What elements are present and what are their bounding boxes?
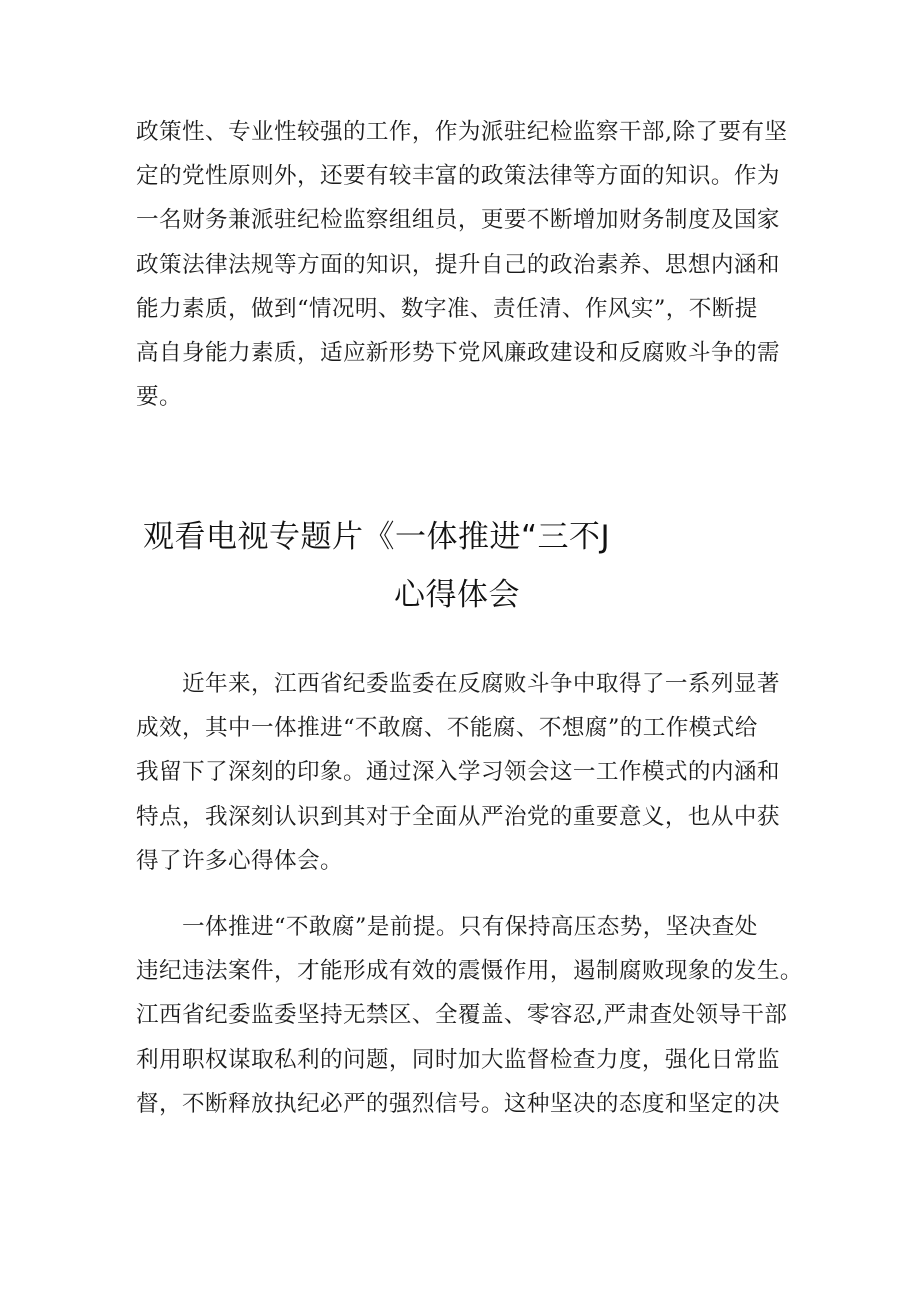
- text-line: 一名财务兼派驻纪检监察组组员，更要不断增加财务制度及国家: [136, 207, 780, 234]
- text-line: 得了许多心得体会。: [136, 847, 343, 874]
- text-line: 政策法律法规等方面的知识，提升自己的政治素养、思想内涵和: [136, 251, 780, 278]
- text-line: 成效，其中一体推进“不敢腐、不能腐、不想腐”的工作模式给: [136, 715, 758, 742]
- text-line: 高自身能力素质，适应新形势下党风廉政建设和反腐败斗争的需: [136, 339, 780, 366]
- text-line: 特点，我深刻认识到其对于全面从严治党的重要意义，也从中获: [136, 803, 780, 830]
- text-line: 一体推进“不敢腐”是前提。只有保持高压态势，坚决查处: [182, 914, 758, 940]
- title-line-2: 心得体会: [394, 577, 520, 613]
- title-line-1: 观看电视专题片《一体推进“三不J: [143, 519, 611, 555]
- text-line: 要。: [136, 384, 182, 411]
- text-line: 江西省纪委监委坚持无禁区、全覆盖、零容忍,严肃查处领导干部: [136, 1002, 788, 1029]
- paragraph-1: [136, 662, 792, 883]
- previous-paragraph: [136, 110, 792, 419]
- text-line: 能力素质，做到“情况明、数字准、责任清、作风实”，不断提: [136, 295, 758, 322]
- text-line: 督，不断释放执纪必严的强烈信号。这种坚决的态度和坚定的决: [136, 1090, 780, 1117]
- paragraph-2: [136, 905, 803, 1126]
- text-line: 利用职权谋取私利的问题，同时加大监督检查力度，强化日常监: [136, 1046, 780, 1073]
- article-title: [0, 508, 920, 624]
- text-line: 违纪违法案件，才能形成有效的震慑作用，遏制腐败现象的发生。: [136, 958, 803, 985]
- text-line: 定的党性原则外，还要有较丰富的政策法律等方面的知识。作为: [136, 163, 780, 190]
- text-line: 近年来，江西省纪委监委在反腐败斗争中取得了一系列显著: [182, 671, 780, 697]
- text-line: 政策性、专业性较强的工作，作为派驻纪检监察干部,除了要有坚: [136, 119, 788, 145]
- text-line: 我留下了深刻的印象。通过深入学习领会这一工作模式的内涵和: [136, 759, 780, 786]
